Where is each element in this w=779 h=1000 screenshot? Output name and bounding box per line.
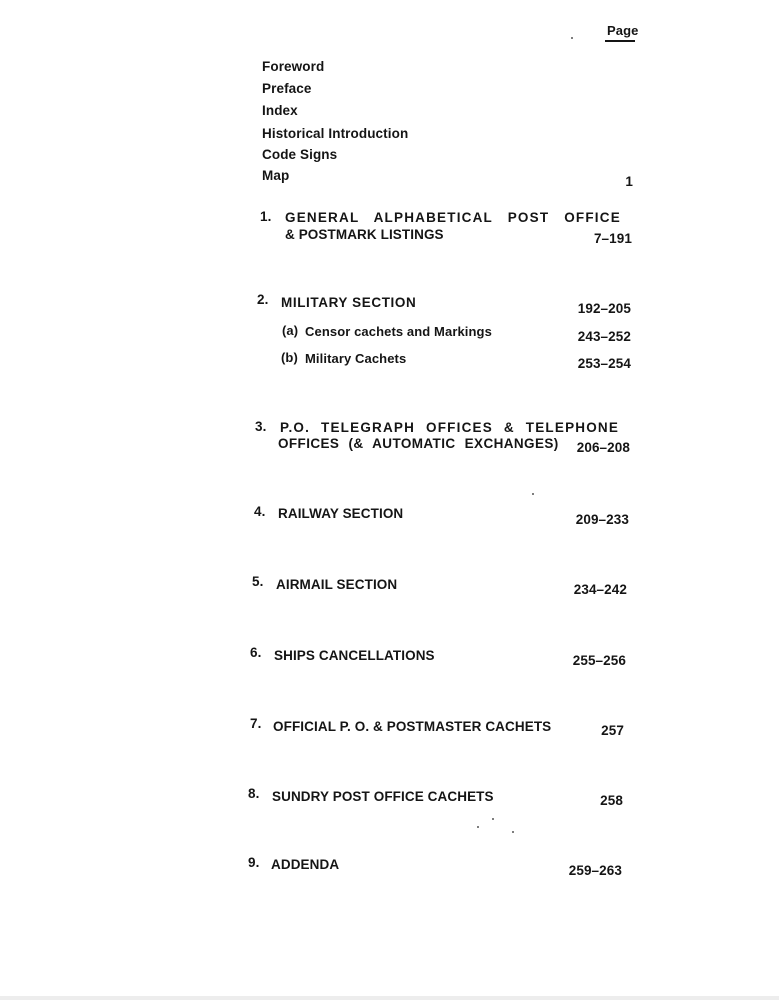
page-column-heading: Page bbox=[607, 23, 639, 38]
scan-speck bbox=[492, 818, 494, 820]
section-5-number: 5. bbox=[252, 574, 264, 589]
front-matter-code-signs: Code Signs bbox=[262, 147, 338, 162]
section-5-title: AIRMAIL SECTION bbox=[276, 577, 398, 592]
section-2b-pages: 253–254 bbox=[577, 356, 631, 371]
front-matter-historical-introduction: Historical Introduction bbox=[262, 126, 409, 141]
section-8-number: 8. bbox=[248, 786, 260, 801]
section-1-pages: 7–191 bbox=[593, 231, 632, 246]
section-7-number: 7. bbox=[250, 716, 262, 731]
section-2a-marker: (a) bbox=[282, 323, 299, 338]
scan-speck bbox=[532, 493, 534, 495]
section-6-pages: 255–256 bbox=[572, 653, 626, 668]
section-4-number: 4. bbox=[254, 504, 266, 519]
section-2-pages: 192–205 bbox=[577, 301, 631, 316]
scan-speck bbox=[512, 831, 514, 833]
front-matter-map-page: 1 bbox=[625, 174, 633, 189]
section-2b-title: Military Cachets bbox=[305, 351, 407, 366]
section-1-title-line1: GENERAL ALPHABETICAL POST OFFICE bbox=[285, 210, 621, 225]
page-heading-underline bbox=[605, 40, 635, 42]
section-2a-title: Censor cachets and Markings bbox=[305, 324, 492, 339]
section-8-title: SUNDRY POST OFFICE CACHETS bbox=[272, 789, 494, 804]
section-3-pages: 206–208 bbox=[576, 440, 630, 455]
section-2-number: 2. bbox=[257, 292, 269, 307]
front-matter-map: Map bbox=[262, 168, 290, 183]
section-1-title-line2: & POSTMARK LISTINGS bbox=[285, 227, 444, 242]
front-matter-index: Index bbox=[262, 103, 298, 118]
scan-speck bbox=[571, 37, 573, 39]
section-2-title: MILITARY SECTION bbox=[281, 295, 417, 310]
section-7-pages: 257 bbox=[601, 723, 624, 738]
section-1-number: 1. bbox=[260, 209, 272, 224]
section-6-title: SHIPS CANCELLATIONS bbox=[274, 648, 435, 663]
section-3-number: 3. bbox=[255, 419, 267, 434]
scan-bottom-edge bbox=[0, 996, 779, 1000]
section-3-title-line1: P.O. TELEGRAPH OFFICES & TELEPHONE bbox=[280, 420, 620, 435]
section-3-title-line2: OFFICES (& AUTOMATIC EXCHANGES) bbox=[278, 436, 559, 451]
section-8-pages: 258 bbox=[600, 793, 623, 808]
section-7-title: OFFICIAL P. O. & POSTMASTER CACHETS bbox=[273, 719, 552, 734]
section-6-number: 6. bbox=[250, 645, 262, 660]
scan-speck bbox=[477, 826, 479, 828]
section-4-pages: 209–233 bbox=[575, 512, 629, 527]
section-4-title: RAILWAY SECTION bbox=[278, 506, 404, 521]
front-matter-preface: Preface bbox=[262, 81, 312, 96]
section-9-title: ADDENDA bbox=[271, 857, 340, 872]
section-9-pages: 259–263 bbox=[568, 863, 622, 878]
section-5-pages: 234–242 bbox=[573, 582, 627, 597]
section-9-number: 9. bbox=[248, 855, 260, 870]
section-2b-marker: (b) bbox=[281, 350, 298, 365]
front-matter-foreword: Foreword bbox=[262, 59, 325, 74]
section-2a-pages: 243–252 bbox=[577, 329, 631, 344]
